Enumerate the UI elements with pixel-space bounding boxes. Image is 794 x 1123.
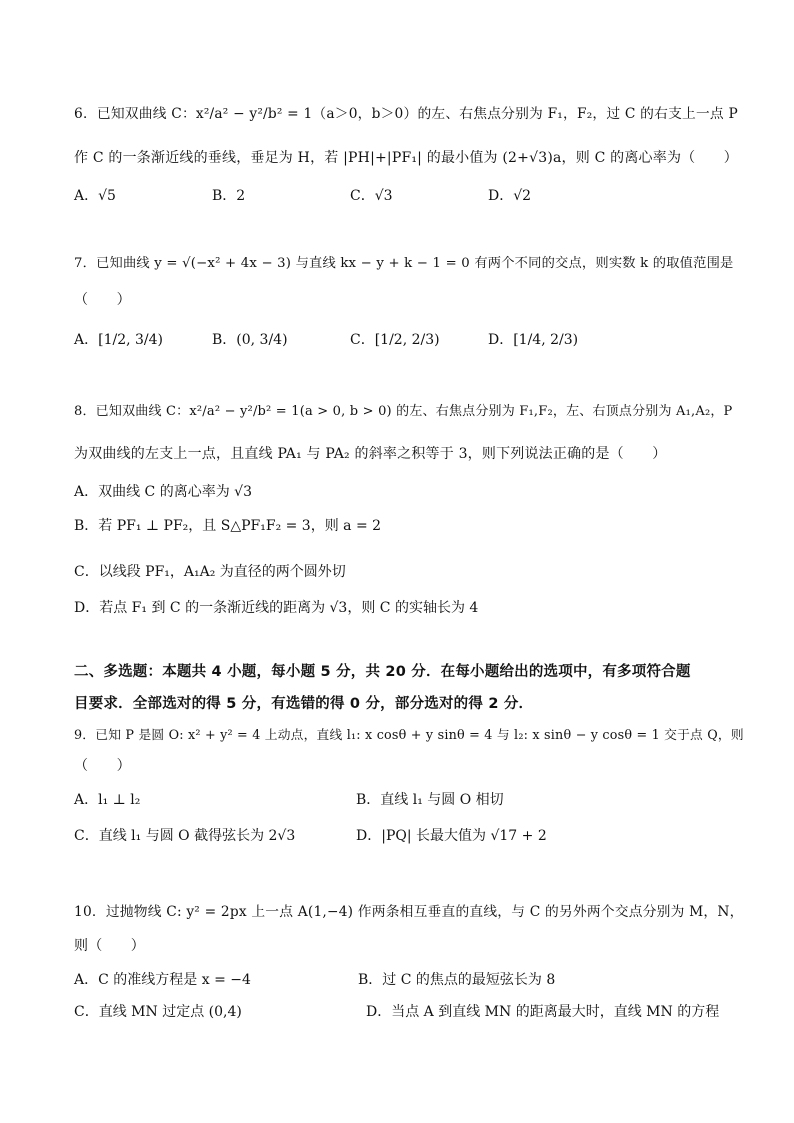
q9-option-d: D．|PQ| 长最大值为 √17 + 2 [356, 828, 547, 844]
q9-line-1: 9．已知 P 是圆 O: x² + y² = 4 上动点，直线 l₁: x cosθ + y sinθ = 4 与 l₂: x sinθ − y cosθ = 1 交于点 Q，则 [74, 728, 744, 743]
q10-option-a: A．C 的准线方程是 x = −4 [74, 972, 251, 988]
q8-option-a: A．双曲线 C 的离心率为 √3 [74, 484, 253, 500]
q8-line-1: 8．已知双曲线 C：x²/a² − y²/b² = 1(a > 0, b > 0) 的左、右焦点分别为 F₁,F₂，左、右顶点分别为 A₁,A₂，P [74, 404, 733, 419]
q7-option-c: C．[1/2, 2/3) [350, 332, 440, 348]
q9-option-a: A．l₁ ⊥ l₂ [74, 792, 141, 808]
q6-option-b: B．2 [212, 188, 246, 204]
q10-option-d: D．当点 A 到直线 MN 的距离最大时，直线 MN 的方程 [366, 1004, 720, 1020]
section-heading-line-2: 目要求．全部选对的得 5 分，有选错的得 0 分，部分选对的得 2 分． [74, 696, 534, 712]
q6-option-d: D．√2 [488, 188, 532, 204]
q10-line-1: 10．过抛物线 C: y² = 2px 上一点 A(1,−4) 作两条相互垂直的直线，与 C 的另外两个交点分别为 M，N， [74, 904, 744, 920]
q9-option-c: C．直线 l₁ 与圆 O 截得弦长为 2√3 [74, 828, 296, 844]
q10-option-b: B．过 C 的焦点的最短弦长为 8 [358, 972, 556, 988]
q6-line-1: 6．已知双曲线 C：x²/a² − y²/b² = 1（a＞0，b＞0）的左、右焦点分别为 F₁，F₂，过 C 的右支上一点 P [74, 106, 738, 122]
q6-line-2: 作 C 的一条渐近线的垂线，垂足为 H，若 |PH|+|PF₁| 的最小值为 (2+√3)a，则 C 的离心率为（ ） [74, 150, 738, 166]
section-heading-line-1: 二、多选题：本题共 4 小题，每小题 5 分，共 20 分．在每小题给出的选项中，有多项符合题 [74, 664, 691, 680]
q7-option-a: A．[1/2, 3/4) [74, 332, 163, 348]
q8-option-b: B．若 PF₁ ⊥ PF₂，且 S△PF₁F₂ = 3，则 a = 2 [74, 518, 382, 534]
q8-option-c: C．以线段 PF₁，A₁A₂ 为直径的两个圆外切 [74, 564, 346, 580]
q8-option-d: D．若点 F₁ 到 C 的一条渐近线的距离为 √3，则 C 的实轴长为 4 [74, 600, 479, 616]
q10-line-2: 则（ ） [74, 938, 145, 954]
q7-option-d: D．[1/4, 2/3) [488, 332, 579, 348]
q7-line-2: （ ） [74, 292, 131, 308]
q9-line-2: （ ） [74, 758, 131, 774]
q7-line-1: 7．已知曲线 y = √(−x² + 4x − 3) 与直线 kx − y + k − 1 = 0 有两个不同的交点，则实数 k 的取值范围是 [74, 256, 734, 271]
q7-option-b: B．(0, 3/4) [212, 332, 288, 348]
q8-line-2: 为双曲线的左支上一点，且直线 PA₁ 与 PA₂ 的斜率之积等于 3，则下列说法正确的是（ ） [74, 446, 667, 462]
q9-option-b: B．直线 l₁ 与圆 O 相切 [356, 792, 504, 808]
q6-option-a: A．√5 [74, 188, 116, 204]
q6-option-c: C．√3 [350, 188, 393, 204]
q10-option-c: C．直线 MN 过定点 (0,4) [74, 1004, 242, 1020]
